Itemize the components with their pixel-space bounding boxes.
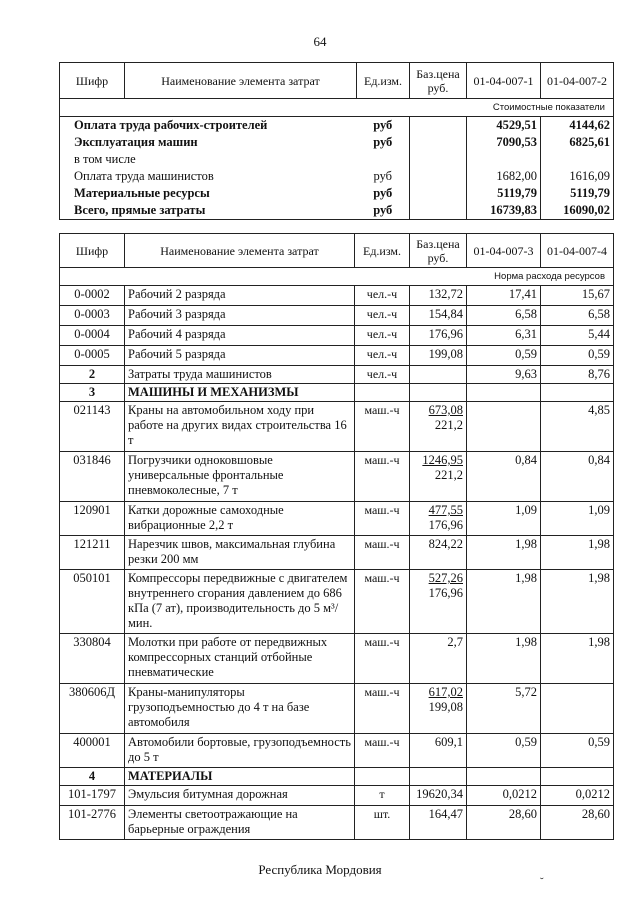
row-value-1: 1,98 — [467, 536, 541, 570]
row-value-1: 17,41 — [467, 286, 541, 306]
scan-mark: ˘ — [540, 876, 544, 888]
row-price: 132,72 — [410, 286, 467, 306]
row-price — [410, 768, 467, 786]
row-value-2: 16090,02 — [541, 202, 614, 220]
row-unit: маш.-ч — [355, 452, 410, 502]
row-name: Молотки при работе от передвижных компрессорных станций отбойные пневматические — [125, 634, 355, 684]
row-value-2: 5,44 — [541, 326, 614, 346]
row-value-2: 1,98 — [541, 536, 614, 570]
row-unit: маш.-ч — [355, 570, 410, 634]
row-code: 0-0003 — [60, 306, 125, 326]
row-value-1: 1,98 — [467, 570, 541, 634]
row-value-1 — [467, 384, 541, 402]
row-value-1: 0,84 — [467, 452, 541, 502]
row-unit: маш.-ч — [355, 634, 410, 684]
section-title: МАШИНЫ И МЕХАНИЗМЫ — [125, 384, 355, 402]
row-price — [410, 117, 467, 135]
row-price: 609,1 — [410, 734, 467, 768]
row-value-2 — [541, 151, 614, 168]
row-value-2 — [541, 768, 614, 786]
row-value-2: 15,67 — [541, 286, 614, 306]
row-unit: чел.-ч — [355, 366, 410, 384]
row-code: 021143 — [60, 402, 125, 452]
row-price-secondary: 221,2 — [434, 468, 463, 482]
row-price: 1246,95 — [422, 453, 463, 467]
cost-indicators-table — [59, 62, 614, 220]
row-name: Эмульсия битумная дорожная — [125, 786, 355, 806]
row-price — [410, 151, 467, 168]
row-name: Оплата труда машинистов — [60, 168, 357, 185]
row-value-1: 4529,51 — [467, 117, 541, 135]
row-price: 199,08 — [410, 346, 467, 366]
row-price: 2,7 — [410, 634, 467, 684]
header-code: Шифр — [60, 234, 125, 268]
row-value-1 — [467, 402, 541, 452]
row-price — [410, 185, 467, 202]
subheader-resource-norms: Норма расхода ресурсов — [60, 268, 614, 286]
row-unit: маш.-ч — [355, 402, 410, 452]
row-code: 101-2776 — [60, 806, 125, 840]
row-price — [410, 134, 467, 151]
row-name: Погрузчики одноковшовые универсальные фронтальные пневмоколесные, 7 т — [125, 452, 355, 502]
row-unit: маш.-ч — [355, 684, 410, 734]
row-value-1: 6,31 — [467, 326, 541, 346]
row-price: 527,26 — [428, 571, 463, 585]
row-value-1: 7090,53 — [467, 134, 541, 151]
row-value-2: 0,0212 — [541, 786, 614, 806]
page-number: 64 — [313, 34, 327, 49]
row-name: Краны-манипуляторы грузоподъемностью до 4 т на базе автомобиля — [125, 684, 355, 734]
row-unit: руб — [357, 134, 410, 151]
row-value-1: 1,98 — [467, 634, 541, 684]
row-value-1: 6,58 — [467, 306, 541, 326]
header-unit: Ед.изм. — [357, 63, 410, 99]
row-value-2: 1,09 — [541, 502, 614, 536]
row-value-1: 28,60 — [467, 806, 541, 840]
row-value-2: 1,98 — [541, 570, 614, 634]
resource-norms-table — [59, 233, 614, 840]
row-price: 824,22 — [410, 536, 467, 570]
row-value-1 — [467, 768, 541, 786]
header-base-price: Баз.цена руб. — [410, 63, 467, 99]
row-name: Рабочий 3 разряда — [125, 306, 355, 326]
row-value-2: 4,85 — [541, 402, 614, 452]
row-code: 101-1797 — [60, 786, 125, 806]
row-code: 0-0004 — [60, 326, 125, 346]
row-value-1: 0,59 — [467, 734, 541, 768]
row-unit: т — [355, 786, 410, 806]
row-value-2: 28,60 — [541, 806, 614, 840]
row-unit — [355, 384, 410, 402]
row-code: 120901 — [60, 502, 125, 536]
header-code-3: 01-04-007-3 — [467, 234, 541, 268]
row-unit: чел.-ч — [355, 326, 410, 346]
row-value-2: 0,84 — [541, 452, 614, 502]
section-title: МАТЕРИАЛЫ — [125, 768, 355, 786]
row-unit: чел.-ч — [355, 306, 410, 326]
row-value-2: 8,76 — [541, 366, 614, 384]
row-value-1: 5119,79 — [467, 185, 541, 202]
row-name: Оплата труда рабочих-строителей — [60, 117, 357, 135]
row-name: Катки дорожные самоходные вибрационные 2,2 т — [125, 502, 355, 536]
row-name: Краны на автомобильном ходу при работе на других видах строительства 16 т — [125, 402, 355, 452]
row-unit: руб — [357, 168, 410, 185]
section-code: 4 — [60, 768, 125, 786]
header-code-2: 01-04-007-2 — [541, 63, 614, 99]
row-value-1: 0,0212 — [467, 786, 541, 806]
row-code: 0-0005 — [60, 346, 125, 366]
header-name: Наименование элемента затрат — [125, 63, 357, 99]
row-price — [410, 384, 467, 402]
header-name: Наименование элемента затрат — [125, 234, 355, 268]
row-code: 0-0002 — [60, 286, 125, 306]
header-unit: Ед.изм. — [355, 234, 410, 268]
row-name: Затраты труда машинистов — [125, 366, 355, 384]
row-unit — [357, 151, 410, 168]
row-name: Эксплуатация машин — [60, 134, 357, 151]
row-unit: руб — [357, 117, 410, 135]
page-footer: Республика Мордовия — [258, 862, 382, 877]
row-value-2: 0,59 — [541, 346, 614, 366]
row-price: 164,47 — [410, 806, 467, 840]
row-value-1: 9,63 — [467, 366, 541, 384]
row-price-secondary: 176,96 — [428, 518, 463, 532]
row-value-1: 16739,83 — [467, 202, 541, 220]
row-value-2: 5119,79 — [541, 185, 614, 202]
row-unit: шт. — [355, 806, 410, 840]
row-price: 19620,34 — [410, 786, 467, 806]
row-value-2 — [541, 384, 614, 402]
row-value-2: 1616,09 — [541, 168, 614, 185]
row-price: 617,02 — [428, 685, 463, 699]
row-value-2: 6,58 — [541, 306, 614, 326]
row-value-1: 1,09 — [467, 502, 541, 536]
row-price: 176,96 — [410, 326, 467, 346]
row-code: 330804 — [60, 634, 125, 684]
row-unit — [355, 768, 410, 786]
row-name: Рабочий 5 разряда — [125, 346, 355, 366]
row-price-secondary: 221,2 — [434, 418, 463, 432]
row-code: 121211 — [60, 536, 125, 570]
row-value-1: 0,59 — [467, 346, 541, 366]
row-code: 380606Д — [60, 684, 125, 734]
row-price: 673,08 — [428, 403, 463, 417]
row-name: Рабочий 4 разряда — [125, 326, 355, 346]
row-price — [410, 202, 467, 220]
row-value-1: 1682,00 — [467, 168, 541, 185]
row-value-2: 0,59 — [541, 734, 614, 768]
row-code: 400001 — [60, 734, 125, 768]
row-value-2 — [541, 684, 614, 734]
row-name: в том числе — [60, 151, 357, 168]
row-unit: руб — [357, 202, 410, 220]
row-price: 477,55 — [428, 503, 463, 517]
row-unit: маш.-ч — [355, 502, 410, 536]
row-name: Компрессоры передвижные с двигателем внутреннего сгорания давлением до 686 кПа (7 ат), производительность до 5 м³/мин. — [125, 570, 355, 634]
row-name: Материальные ресурсы — [60, 185, 357, 202]
row-name: Автомобили бортовые, грузоподъемность до 5 т — [125, 734, 355, 768]
header-code: Шифр — [60, 63, 125, 99]
header-code-1: 01-04-007-1 — [467, 63, 541, 99]
row-name: Нарезчик швов, максимальная глубина резки 200 мм — [125, 536, 355, 570]
header-base-price: Баз.цена руб. — [410, 234, 467, 268]
row-value-2: 6825,61 — [541, 134, 614, 151]
row-price: 154,84 — [410, 306, 467, 326]
row-value-1: 5,72 — [467, 684, 541, 734]
row-unit: маш.-ч — [355, 536, 410, 570]
row-price — [410, 366, 467, 384]
row-price-secondary: 199,08 — [428, 700, 463, 714]
subheader-cost-indicators: Стоимостные показатели — [60, 99, 614, 117]
row-price-secondary: 176,96 — [428, 586, 463, 600]
row-unit: чел.-ч — [355, 286, 410, 306]
row-code: 031846 — [60, 452, 125, 502]
row-code: 050101 — [60, 570, 125, 634]
row-name: Элементы светоотражающие на барьерные ограждения — [125, 806, 355, 840]
row-value-2: 1,98 — [541, 634, 614, 684]
row-value-1 — [467, 151, 541, 168]
row-code: 2 — [60, 366, 125, 384]
header-code-4: 01-04-007-4 — [541, 234, 614, 268]
row-price — [410, 168, 467, 185]
row-name: Всего, прямые затраты — [60, 202, 357, 220]
section-code: 3 — [60, 384, 125, 402]
row-value-2: 4144,62 — [541, 117, 614, 135]
row-unit: руб — [357, 185, 410, 202]
row-unit: чел.-ч — [355, 346, 410, 366]
row-name: Рабочий 2 разряда — [125, 286, 355, 306]
row-unit: маш.-ч — [355, 734, 410, 768]
